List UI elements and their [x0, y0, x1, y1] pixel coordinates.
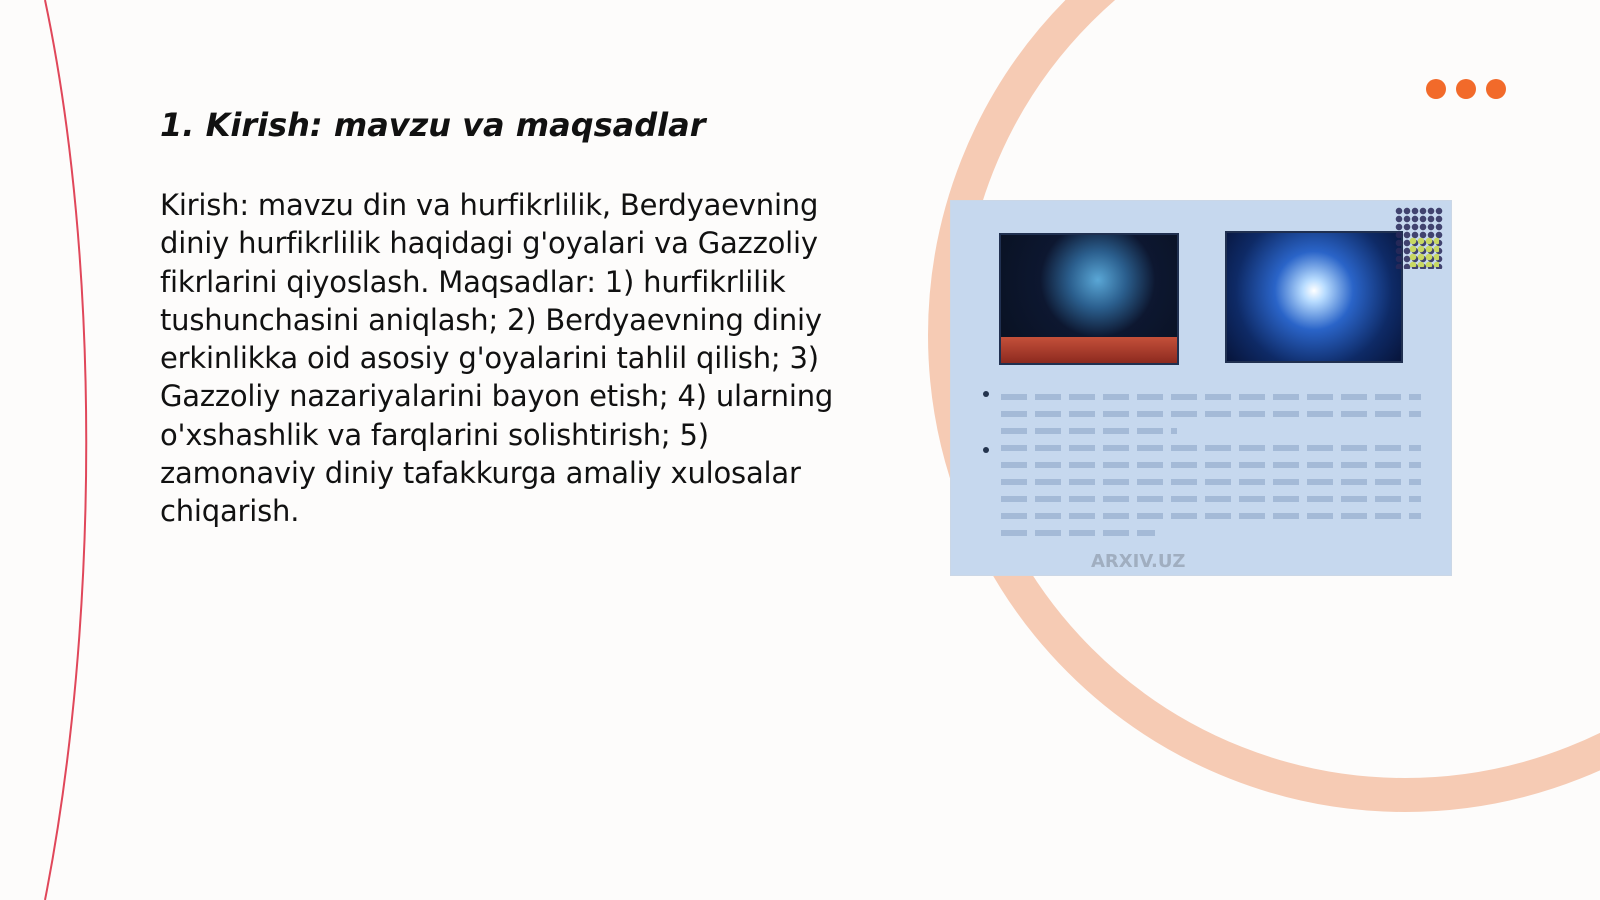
- slide-body-text: Kirish: mavzu din va hurfikrlilik, Berdyaevning diniy hurfikrlilik haqidagi g'oyalari va Gazzoliy fikrlarini qiyoslash. Maqsadlar: 1) hurfikrlilik tushunchasini aniqlash; 2) Berdyaevning diniy erkinlikka oid asosiy g'oyalarini tahlil qilish; 3) Gazzoliy nazariyalarini bayon etish; 4) ularning o'xshashlik va farqlarini solishtirish; 5) zamonaviy diniy tafakkurga amaliy xulosalar chiqarish.: [160, 188, 834, 529]
- watermark: [951, 201, 1451, 575]
- more-dots-icon: [1426, 79, 1506, 99]
- left-edge-curve: [45, 0, 86, 900]
- slide-title: 1. Kirish: mavzu va maqsadlar: [160, 106, 706, 144]
- watermark-text: ARXIV.UZ: [1091, 551, 1186, 572]
- dot-2: [1456, 79, 1476, 99]
- slide-image: [950, 200, 1452, 576]
- dot-3: [1486, 79, 1506, 99]
- dot-1: [1426, 79, 1446, 99]
